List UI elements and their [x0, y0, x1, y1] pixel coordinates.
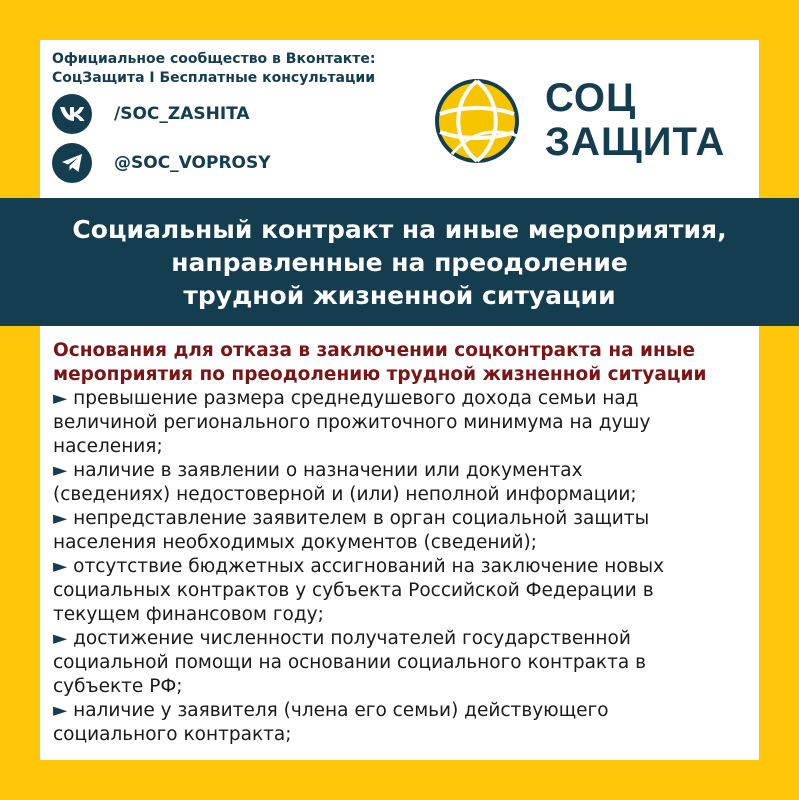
- community-info: [52, 50, 376, 88]
- list-item: [53, 699, 753, 747]
- list-item-text: наличие у заявителя (члена его семьи) действующего: [73, 700, 609, 721]
- refusal-reasons-list: [53, 387, 753, 747]
- subtitle-line-2: мероприятия по преодолению трудной жизненной ситуации: [53, 364, 707, 385]
- list-item-text: наличие в заявлении о назначении или документах: [73, 460, 583, 481]
- telegram-link[interactable]: [52, 143, 271, 183]
- bullet-arrow-icon: ►: [53, 700, 68, 721]
- telegram-icon: [52, 143, 92, 183]
- subtitle-line-1: Основания для отказа в заключении соцконтракта на иные: [53, 340, 696, 361]
- list-item: [53, 459, 753, 507]
- brand-line-1: СОЦ: [545, 76, 637, 120]
- globe-logo-icon: [432, 76, 522, 166]
- title-line-2: направленные на преодоление: [171, 247, 628, 277]
- list-item-text: населения необходимых документов (сведений);: [53, 532, 537, 553]
- list-item-text: социальных контрактов у субъекта Российской Федерации в: [53, 580, 654, 601]
- list-item-text: превышение размера среднедушевого дохода семьи над: [73, 388, 639, 409]
- content-card: [40, 326, 759, 760]
- page-title-banner: [0, 198, 799, 326]
- bullet-arrow-icon: ►: [53, 508, 68, 529]
- list-item-text: социальной помощи на основании социального контракта в: [53, 652, 647, 673]
- list-item-text: текущем финансовом году;: [53, 604, 324, 625]
- list-item-text: отсутствие бюджетных ассигнований на заключение новых: [73, 556, 665, 577]
- vk-handle[interactable]: /SOC_ZASHITA: [114, 104, 250, 124]
- list-item: [53, 627, 753, 699]
- bullet-arrow-icon: ►: [53, 460, 68, 481]
- telegram-handle[interactable]: @SOC_VOPROSY: [114, 153, 271, 173]
- bullet-arrow-icon: ►: [53, 556, 68, 577]
- header-card: [40, 40, 759, 198]
- list-item-text: достижение численности получателей государственной: [73, 628, 631, 649]
- brand-wordmark: [545, 76, 725, 164]
- section-subtitle: [53, 339, 753, 387]
- title-line-1: Социальный контракт на иные мероприятия,: [72, 214, 727, 244]
- title-line-3: трудной жизненной ситуации: [183, 280, 616, 310]
- community-line-2: СоцЗащита I Бесплатные консультации: [52, 70, 376, 86]
- vk-icon: [52, 94, 92, 134]
- list-item: [53, 555, 753, 627]
- list-item-text: субъекте РФ;: [53, 676, 183, 697]
- vk-link[interactable]: [52, 94, 250, 134]
- bullet-arrow-icon: ►: [53, 628, 68, 649]
- list-item: [53, 507, 753, 555]
- list-item-text: (сведениях) недостоверной и (или) неполной информации;: [53, 484, 637, 505]
- list-item-text: непредставление заявителем в орган социальной защиты: [73, 508, 650, 529]
- list-item-text: социального контракта;: [53, 724, 292, 745]
- brand-line-2: ЗАЩИТА: [545, 120, 726, 164]
- bullet-arrow-icon: ►: [53, 388, 68, 409]
- list-item-text: населения;: [53, 436, 163, 457]
- community-line-1: Официальное сообщество в Вконтакте:: [52, 51, 376, 67]
- list-item: [53, 387, 753, 459]
- list-item-text: величиной регионального прожиточного минимума на душу: [53, 412, 651, 433]
